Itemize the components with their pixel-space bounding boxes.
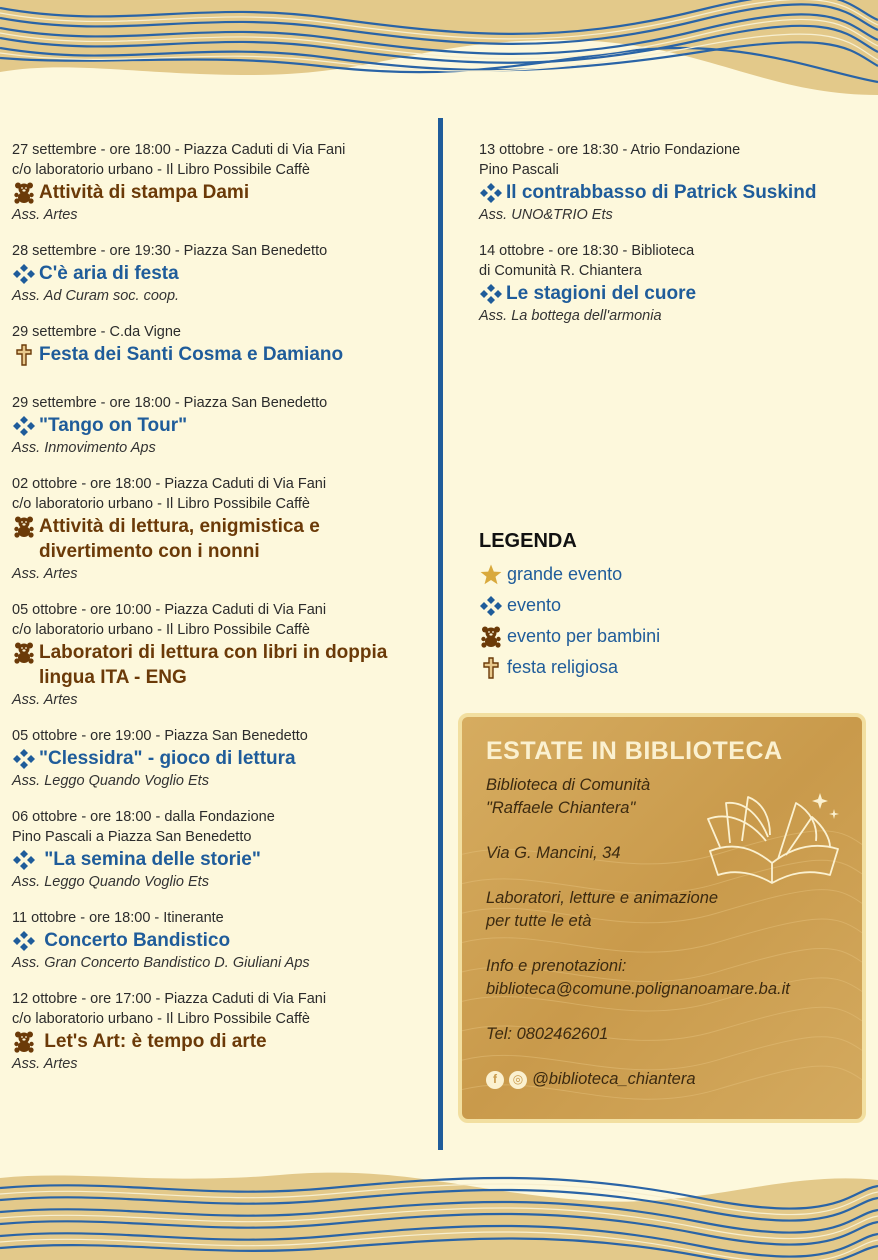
event-info-line: 11 ottobre - ore 18:00 - Itinerante xyxy=(12,910,224,926)
cross-icon xyxy=(479,657,507,679)
event-association: Ass. Artes xyxy=(12,1056,78,1072)
event-title-text: Festa dei Santi Cosma e Damiano xyxy=(39,344,344,365)
event-item xyxy=(12,726,427,791)
event-title xyxy=(12,847,427,872)
event-title-text: "Clessidra" - gioco di lettura xyxy=(39,748,296,769)
social-handle[interactable]: @biblioteca_chiantera xyxy=(532,1070,696,1088)
event-info-line: 05 ottobre - ore 10:00 - Piazza Caduti di Via Fani xyxy=(12,602,327,618)
event-info-line: 13 ottobre - ore 18:30 - Atrio Fondazione xyxy=(479,142,741,158)
diamond-cluster-icon xyxy=(12,847,39,871)
event-association: Ass. UNO&TRIO Ets xyxy=(479,207,613,223)
event-info-line: 12 ottobre - ore 17:00 - Piazza Caduti di Via Fani xyxy=(12,991,327,1007)
library-description: Laboratori, letture e animazione xyxy=(486,889,719,907)
diamond-cluster-icon xyxy=(479,180,506,204)
legend-item-grande-evento xyxy=(479,559,859,590)
event-info-line: c/o laboratorio urbano - Il Libro Possibile Caffè xyxy=(12,622,310,638)
event-association: Ass. La bottega dell'armonia xyxy=(479,308,662,324)
legend-item-evento-bambini xyxy=(479,621,859,652)
event-title xyxy=(12,1029,427,1054)
teddy-bear-icon xyxy=(12,180,39,204)
event-info-line: c/o laboratorio urbano - Il Libro Possibile Caffè xyxy=(12,162,310,178)
event-title xyxy=(12,261,427,286)
teddy-bear-icon xyxy=(12,640,39,664)
events-column-right xyxy=(479,140,869,342)
event-info-line: 06 ottobre - ore 18:00 - dalla Fondazione xyxy=(12,809,275,825)
diamond-cluster-icon xyxy=(12,261,39,285)
event-item xyxy=(12,474,427,584)
card-title: ESTATE IN BIBLIOTECA xyxy=(486,737,783,765)
event-title-text: Attività di lettura, enigmistica e divertimento con i nonni xyxy=(39,516,320,562)
teddy-bear-icon xyxy=(479,626,507,648)
legend-label: grande evento xyxy=(507,564,623,584)
event-title-text: Le stagioni del cuore xyxy=(506,283,697,304)
library-address: Via G. Mancini, 34 xyxy=(486,844,621,862)
event-item xyxy=(479,140,869,225)
event-association: Ass. Inmovimento Aps xyxy=(12,440,156,456)
event-info-line: 05 ottobre - ore 19:00 - Piazza San Benedetto xyxy=(12,728,308,744)
wave-pattern-bottom xyxy=(0,1160,878,1260)
legend-title: LEGENDA xyxy=(479,530,577,552)
event-info-line: Pino Pascali xyxy=(479,162,559,178)
event-title xyxy=(12,746,427,771)
diamond-cluster-icon xyxy=(12,413,39,437)
teddy-bear-icon xyxy=(12,514,39,538)
event-title-text: "La semina delle storie" xyxy=(39,849,261,870)
event-title xyxy=(12,413,427,438)
event-title xyxy=(12,180,427,205)
diamond-cluster-icon xyxy=(12,928,39,952)
event-info-line: 28 settembre - ore 19:30 - Piazza San Benedetto xyxy=(12,243,328,259)
event-item xyxy=(479,241,869,326)
events-column-left xyxy=(12,140,427,1090)
event-association: Ass. Artes xyxy=(12,566,78,582)
event-item xyxy=(12,393,427,458)
event-info-line: Pino Pascali a Piazza San Benedetto xyxy=(12,829,252,845)
library-info-card xyxy=(458,713,866,1123)
event-association: Ass. Leggo Quando Voglio Ets xyxy=(12,874,209,890)
event-association: Ass. Gran Concerto Bandistico D. Giuliani Aps xyxy=(12,955,310,971)
event-title-text: Laboratori di lettura con libri in doppia lingua ITA - ENG xyxy=(39,642,388,688)
event-title xyxy=(12,928,427,953)
diamond-cluster-icon xyxy=(12,746,39,770)
event-title-text: Il contrabbasso di Patrick Suskind xyxy=(506,182,817,203)
event-title-text: Concerto Bandistico xyxy=(39,930,231,951)
event-item xyxy=(12,807,427,892)
event-info-line: 29 settembre - ore 18:00 - Piazza San Benedetto xyxy=(12,395,328,411)
library-name-line: Biblioteca di Comunità xyxy=(486,776,651,794)
event-association: Ass. Leggo Quando Voglio Ets xyxy=(12,773,209,789)
cross-icon xyxy=(12,342,39,366)
diamond-cluster-icon xyxy=(479,595,507,617)
legend-label: evento xyxy=(507,595,562,615)
legend-item-festa-religiosa xyxy=(479,652,859,683)
event-title-text: "Tango on Tour" xyxy=(39,415,188,436)
event-info-line: 27 settembre - ore 18:00 - Piazza Caduti di Via Fani xyxy=(12,142,346,158)
email-link[interactable]: biblioteca@comune.polignanoamare.ba.it xyxy=(486,980,790,998)
legend-label: festa religiosa xyxy=(507,657,619,677)
event-title xyxy=(12,514,427,564)
event-item xyxy=(12,989,427,1074)
event-item xyxy=(12,600,427,710)
library-description: per tutte le età xyxy=(486,912,592,930)
event-title xyxy=(12,342,427,367)
wave-pattern-top xyxy=(0,0,878,110)
event-title-text: Attività di stampa Dami xyxy=(39,182,250,203)
event-info-line: c/o laboratorio urbano - Il Libro Possibile Caffè xyxy=(12,496,310,512)
event-title xyxy=(479,180,869,205)
library-name-line: "Raffaele Chiantera" xyxy=(486,799,636,817)
legend-label: evento per bambini xyxy=(507,626,661,646)
facebook-icon[interactable]: f xyxy=(486,1071,504,1089)
phone-number[interactable]: Tel: 0802462601 xyxy=(486,1025,609,1043)
event-info-line: di Comunità R. Chiantera xyxy=(479,263,642,279)
info-label: Info e prenotazioni: xyxy=(486,957,627,975)
event-association: Ass. Ad Curam soc. coop. xyxy=(12,288,180,304)
event-info-line: 14 ottobre - ore 18:30 - Biblioteca xyxy=(479,243,695,259)
event-item xyxy=(12,322,427,367)
event-item xyxy=(12,908,427,973)
event-association: Ass. Artes xyxy=(12,207,78,223)
social-handle-row xyxy=(486,1068,862,1091)
event-info-line: c/o laboratorio urbano - Il Libro Possibile Caffè xyxy=(12,1011,310,1027)
event-title xyxy=(12,640,427,690)
legend-item-evento xyxy=(479,590,859,621)
diamond-cluster-icon xyxy=(479,281,506,305)
column-divider xyxy=(438,118,443,1150)
instagram-icon[interactable]: ◎ xyxy=(509,1071,527,1089)
event-title-text: C'è aria di festa xyxy=(39,263,179,284)
event-item xyxy=(12,241,427,306)
star-icon xyxy=(479,564,507,586)
event-title xyxy=(479,281,869,306)
event-info-line: 29 settembre - C.da Vigne xyxy=(12,324,181,340)
event-title-text: Let's Art: è tempo di arte xyxy=(39,1031,267,1052)
event-association: Ass. Artes xyxy=(12,692,78,708)
event-item xyxy=(12,140,427,225)
event-info-line: 02 ottobre - ore 18:00 - Piazza Caduti di Via Fani xyxy=(12,476,327,492)
teddy-bear-icon xyxy=(12,1029,39,1053)
legend xyxy=(479,530,859,683)
